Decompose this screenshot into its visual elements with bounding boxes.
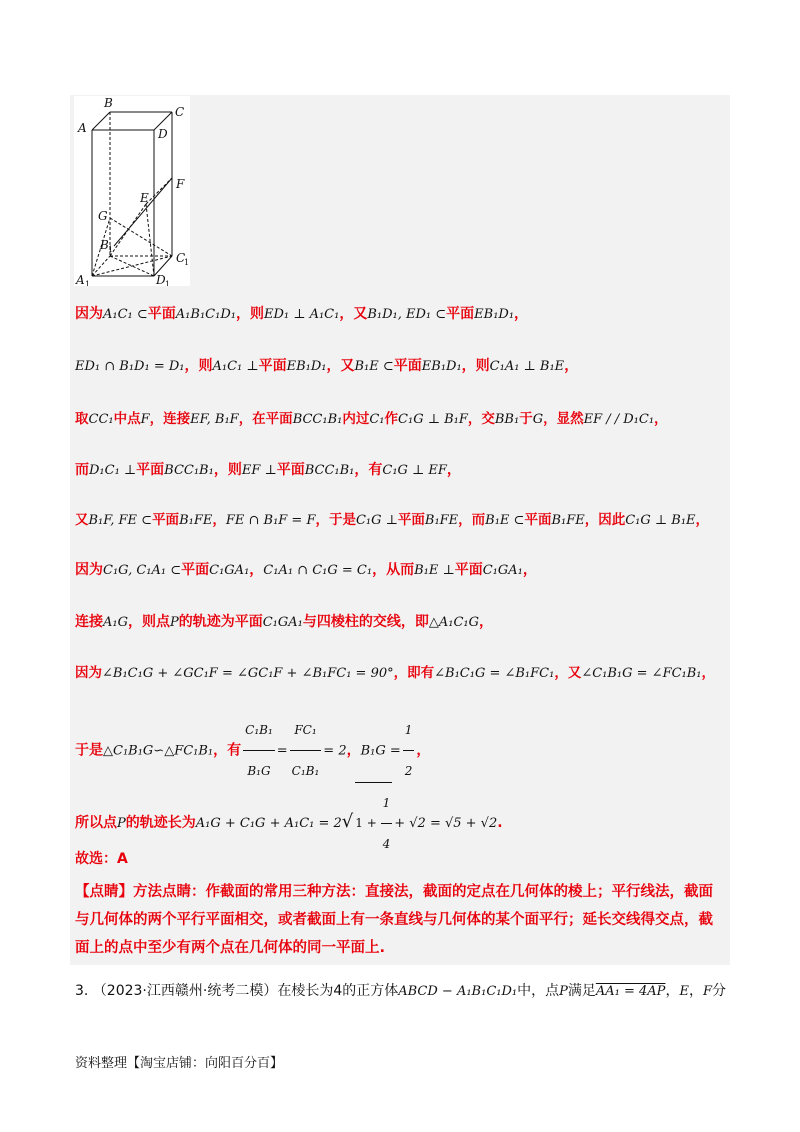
solution-line-7 bbox=[75, 611, 493, 634]
math: EF ⊥ bbox=[241, 463, 277, 478]
text: 而 bbox=[75, 462, 89, 478]
prism-figure bbox=[74, 96, 190, 286]
text: ， bbox=[564, 358, 579, 374]
text: ，而 bbox=[458, 512, 486, 528]
math: A₁C₁ ⊂ bbox=[103, 307, 148, 322]
text: 因为 bbox=[75, 665, 102, 681]
text: 连接 bbox=[75, 614, 103, 630]
math: C₁G ⊥ EF bbox=[382, 463, 447, 478]
fraction: 1 + $\frac{1}{4}$ bbox=[355, 782, 392, 864]
math: E bbox=[679, 984, 689, 999]
label-E: E bbox=[140, 191, 149, 205]
math: C₁G ⊥ B₁F bbox=[398, 412, 468, 427]
math: P bbox=[117, 816, 126, 831]
math: C₁A₁ ∩ C₁G = C₁ bbox=[263, 563, 373, 578]
math: EF, B₁F bbox=[190, 412, 239, 427]
text: ， bbox=[701, 665, 716, 681]
math: B₁FE bbox=[551, 513, 585, 528]
text: 平面 bbox=[136, 462, 165, 478]
math: C₁ bbox=[369, 412, 385, 427]
math: EF / / D₁C₁ bbox=[583, 412, 655, 427]
math: G bbox=[532, 412, 544, 427]
solution-line-9 bbox=[75, 710, 430, 791]
math: ABCD − A₁B₁C₁D₁ bbox=[398, 984, 518, 999]
text: ，又 bbox=[554, 665, 582, 681]
math: C₁GA₁ bbox=[482, 563, 523, 578]
math: = bbox=[276, 743, 288, 759]
math: B₁G = bbox=[360, 743, 401, 759]
text: 3. （2023·江西赣州·统考二模）在棱长为4的正方体 bbox=[75, 983, 399, 999]
text: 因为 bbox=[75, 562, 103, 578]
text: 内过 bbox=[342, 411, 370, 427]
answer-line: 故选：A bbox=[75, 851, 128, 867]
math: BCC₁B₁ bbox=[304, 463, 355, 478]
numerator: 1 bbox=[381, 783, 393, 824]
sub-C1: 1 bbox=[184, 258, 190, 267]
math: EB₁D₁ bbox=[474, 307, 515, 322]
label-D: D bbox=[158, 127, 168, 141]
math: A₁G bbox=[103, 615, 128, 630]
math: + √2 = √5 + √2 bbox=[394, 816, 498, 831]
text: 平面 bbox=[454, 562, 483, 578]
text: ，则 bbox=[184, 358, 213, 374]
question-3 bbox=[75, 980, 735, 1003]
math: B₁FE bbox=[424, 513, 459, 528]
text: ， bbox=[688, 983, 703, 999]
math: = 2 bbox=[323, 743, 347, 759]
text: 的轨迹长为 bbox=[125, 815, 196, 831]
fraction bbox=[243, 710, 275, 791]
math: ED₁ ⊥ A₁C₁ bbox=[263, 307, 340, 322]
math: ∠B₁C₁G = ∠B₁FC₁ bbox=[434, 666, 555, 681]
text: ， bbox=[416, 742, 431, 759]
label-B1: B bbox=[100, 238, 109, 252]
solution-line-5 bbox=[75, 509, 709, 532]
math: P bbox=[559, 984, 568, 999]
math: AA₁ = 4AP bbox=[595, 984, 666, 999]
math: C₁G ⊥ bbox=[355, 513, 398, 528]
text: ，即有 bbox=[393, 665, 435, 681]
math: ∠C₁B₁G = ∠FC₁B₁ bbox=[581, 666, 702, 681]
sqrt-symbol: √ bbox=[341, 811, 354, 832]
sub-D1: 1 bbox=[165, 280, 171, 286]
math: △A₁C₁G bbox=[428, 615, 480, 630]
numerator: FC₁ bbox=[290, 710, 322, 751]
math: C₁GA₁ bbox=[262, 615, 303, 630]
text: ，从而 bbox=[372, 562, 415, 578]
text: ，则点 bbox=[127, 614, 170, 630]
text: 分 bbox=[711, 983, 726, 999]
math: A₁B₁C₁D₁ bbox=[175, 307, 236, 322]
text: ，又 bbox=[326, 358, 355, 374]
text: 平面 bbox=[524, 512, 552, 528]
text: 平面 bbox=[258, 358, 287, 374]
math: P bbox=[169, 615, 179, 630]
solution-line-10 bbox=[75, 782, 503, 864]
label-C: C bbox=[175, 105, 185, 119]
text: ，交 bbox=[467, 411, 495, 427]
numerator: 1 bbox=[403, 710, 415, 751]
label-D1: D bbox=[156, 273, 166, 286]
math: ED₁ ∩ B₁D₁ = D₁ bbox=[75, 359, 185, 374]
text: 满足 bbox=[567, 983, 596, 999]
math: C₁G, C₁A₁ ⊂ bbox=[103, 563, 182, 578]
text: ， bbox=[522, 562, 537, 578]
sub-B1: 1 bbox=[108, 245, 114, 254]
footer-note: 资料整理【淘宝店铺：向阳百分百】 bbox=[75, 1056, 284, 1071]
math: EB₁D₁ bbox=[421, 359, 462, 374]
math: B₁E ⊂ bbox=[485, 513, 525, 528]
text: 取 bbox=[75, 411, 89, 427]
text: ，于是 bbox=[315, 512, 356, 528]
label-C1: C bbox=[176, 251, 186, 265]
math: D₁C₁ ⊥ bbox=[89, 463, 137, 478]
text: ，又 bbox=[339, 306, 368, 322]
text: 于 bbox=[519, 411, 533, 427]
text: 中，点 bbox=[517, 983, 560, 999]
math: CC₁ bbox=[88, 412, 114, 427]
text: ，有 bbox=[354, 462, 383, 478]
text: ，因此 bbox=[584, 512, 626, 528]
solution-line-1 bbox=[75, 303, 528, 326]
denominator: 4 bbox=[382, 837, 391, 851]
denominator: B₁G bbox=[247, 764, 271, 778]
math: A₁C₁ ⊥ bbox=[212, 359, 259, 374]
text: 所以点 bbox=[75, 815, 117, 831]
text: ，在平面 bbox=[238, 411, 293, 427]
math: BCC₁B₁ bbox=[292, 412, 343, 427]
math: B₁F, FE ⊂ bbox=[88, 513, 153, 528]
math: B₁FE bbox=[179, 513, 213, 528]
text: 又 bbox=[75, 512, 89, 528]
solution-line-3 bbox=[75, 408, 668, 431]
text: ， bbox=[446, 462, 461, 478]
text: ， bbox=[654, 411, 668, 427]
text: 作 bbox=[384, 411, 399, 427]
text: ，有 bbox=[213, 742, 242, 759]
solution-line-4 bbox=[75, 459, 461, 482]
text: 平面 bbox=[446, 306, 475, 322]
text: 与四棱柱的交线，即 bbox=[302, 614, 429, 630]
math: C₁G ⊥ B₁E bbox=[625, 513, 696, 528]
text: ， bbox=[346, 742, 361, 759]
math: ∠B₁C₁G + ∠GC₁F = ∠GC₁F + ∠B₁FC₁ = 90° bbox=[102, 666, 394, 681]
text: ，显然 bbox=[543, 411, 584, 427]
text: ， bbox=[212, 512, 226, 528]
label-F: F bbox=[176, 177, 185, 191]
math: B₁E ⊂ bbox=[354, 359, 394, 374]
text: 平面 bbox=[276, 462, 305, 478]
text: 平面 bbox=[393, 358, 422, 374]
solution-line-2 bbox=[75, 355, 578, 378]
math: F bbox=[702, 984, 712, 999]
fraction bbox=[403, 710, 415, 791]
text: ， bbox=[695, 512, 710, 528]
math: △C₁B₁G∽△FC₁B₁ bbox=[103, 743, 214, 759]
text: ，则 bbox=[461, 358, 490, 374]
math: BCC₁B₁ bbox=[164, 463, 214, 478]
comment-paragraph: 【点睛】方法点睛：作截面的常用三种方法：直接法，截面的定点在几何体的棱上；平行线法，截面与几何体的两个平行平面相交，或者截面上有一条直线与几何体的某个面平行；延长交线得交点，截面上的点中至少有两个点在几何体的同一平面上. bbox=[75, 884, 713, 956]
math: F bbox=[140, 412, 150, 427]
denominator: 2 bbox=[404, 764, 413, 778]
math: C₁GA₁ bbox=[209, 563, 250, 578]
prism-diagram bbox=[74, 96, 190, 286]
math: BB₁ bbox=[494, 412, 520, 427]
text: 平面 bbox=[147, 306, 176, 322]
text: ，则 bbox=[213, 462, 242, 478]
math: B₁E ⊥ bbox=[414, 563, 455, 578]
text: . bbox=[497, 815, 503, 831]
text: ，连接 bbox=[149, 411, 191, 427]
text: 因为 bbox=[75, 306, 103, 322]
solution-line-8 bbox=[75, 662, 715, 685]
denominator: C₁B₁ bbox=[291, 764, 320, 778]
math: FE ∩ B₁F = F bbox=[225, 513, 316, 528]
text: 平面 bbox=[397, 512, 425, 528]
label-A: A bbox=[78, 121, 87, 135]
text: ， bbox=[479, 614, 494, 630]
label-B: B bbox=[104, 96, 113, 110]
math: EB₁D₁ bbox=[286, 359, 327, 374]
numerator: C₁B₁ bbox=[243, 710, 275, 751]
text: 中点 bbox=[113, 411, 141, 427]
math: A₁G + C₁G + A₁C₁ = 2 bbox=[195, 816, 342, 831]
label-G: G bbox=[98, 209, 108, 223]
text: ，则 bbox=[235, 306, 264, 322]
fraction bbox=[290, 710, 322, 791]
label-A1: A bbox=[76, 273, 85, 286]
text: 于是 bbox=[75, 742, 103, 759]
text: 的轨迹为平面 bbox=[178, 614, 263, 630]
text: ， bbox=[665, 983, 680, 999]
sub-A1: 1 bbox=[85, 280, 91, 286]
math: C₁A₁ ⊥ B₁E bbox=[489, 359, 565, 374]
text: 平面 bbox=[152, 512, 180, 528]
solution-line-6 bbox=[75, 559, 537, 582]
text: ， bbox=[249, 562, 264, 578]
text: ， bbox=[514, 306, 529, 322]
text: 平面 bbox=[181, 562, 210, 578]
math: B₁D₁, ED₁ ⊂ bbox=[367, 307, 447, 322]
